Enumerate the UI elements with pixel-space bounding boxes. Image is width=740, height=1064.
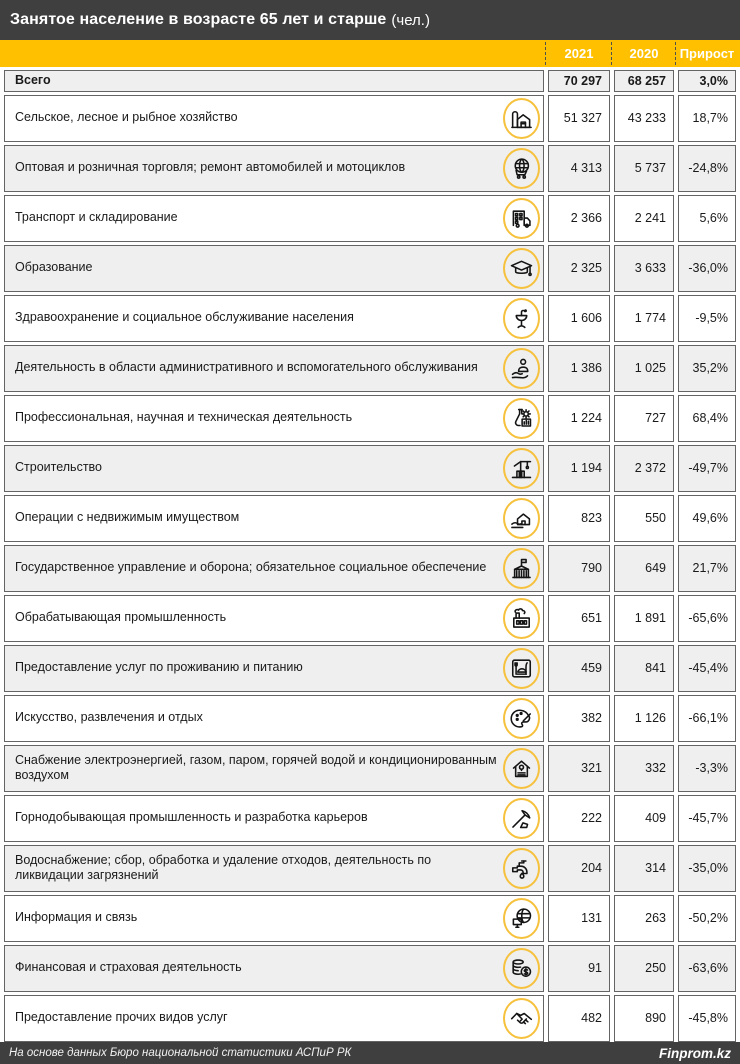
industry-label-cell: [4, 70, 544, 92]
value-2020: 43 233: [614, 95, 674, 142]
industry-label: Снабжение электроэнергией, газом, паром, горячей водой и кондиционированным воздухом: [15, 752, 497, 783]
value-2021: 823: [548, 495, 610, 542]
industry-row-3: [4, 195, 736, 242]
house-energy-icon: [509, 756, 534, 781]
finprom-logo: Finprom.kz: [658, 1045, 731, 1061]
growth-value: -66,1%: [678, 695, 736, 742]
farm-icon: [509, 106, 534, 131]
value-2020: 3 633: [614, 245, 674, 292]
industry-icon-ring: [503, 548, 540, 589]
growth-value: 5,6%: [678, 195, 736, 242]
industry-row-2: [4, 145, 736, 192]
industry-icon-ring: [503, 198, 540, 239]
industry-label-cell: [4, 395, 544, 442]
industry-label-cell: [4, 595, 544, 642]
industry-label-cell: [4, 845, 544, 892]
title-bar: [0, 0, 740, 40]
value-2020: 1 774: [614, 295, 674, 342]
water-faucet-icon: [509, 856, 534, 881]
industry-icon-ring: [503, 348, 540, 389]
value-2020: 250: [614, 945, 674, 992]
value-2021: 70 297: [548, 70, 610, 92]
industry-row-19: [4, 995, 736, 1042]
government-building-flag-icon: [509, 556, 534, 581]
growth-value: -45,8%: [678, 995, 736, 1042]
industry-row-4: [4, 245, 736, 292]
industry-label: Транспорт и складирование: [15, 210, 178, 225]
column-header-2021: 2021: [548, 40, 610, 67]
column-header-growth: Прирост: [678, 40, 736, 67]
industry-label: Предоставление услуг по проживанию и питанию: [15, 660, 303, 675]
industry-row-18: [4, 945, 736, 992]
total-row: [4, 70, 736, 92]
growth-value: -45,4%: [678, 645, 736, 692]
coins-dollar-icon: [509, 956, 534, 981]
value-2020: 5 737: [614, 145, 674, 192]
industry-label-cell: [4, 145, 544, 192]
growth-value: -50,2%: [678, 895, 736, 942]
industry-label-cell: [4, 545, 544, 592]
value-2021: 382: [548, 695, 610, 742]
value-2020: 2 372: [614, 445, 674, 492]
industry-label: Обрабатывающая промышленность: [15, 610, 227, 625]
growth-value: -35,0%: [678, 845, 736, 892]
industry-row-6: [4, 345, 736, 392]
industry-row-7: [4, 395, 736, 442]
industry-table: [4, 70, 736, 1039]
industry-icon-ring: [503, 898, 540, 939]
industry-label: Горнодобывающая промышленность и разработка карьеров: [15, 810, 368, 825]
industry-label: Сельское, лесное и рыбное хозяйство: [15, 110, 238, 125]
value-2020: 890: [614, 995, 674, 1042]
industry-label-cell: [4, 495, 544, 542]
growth-value: 35,2%: [678, 345, 736, 392]
value-2021: 1 606: [548, 295, 610, 342]
value-2021: 2 366: [548, 195, 610, 242]
value-2020: 68 257: [614, 70, 674, 92]
science-flask-gear-icon: [509, 406, 534, 431]
industry-label-cell: [4, 945, 544, 992]
growth-value: -63,6%: [678, 945, 736, 992]
industry-label-cell: [4, 195, 544, 242]
growth-value: -65,6%: [678, 595, 736, 642]
growth-value: -9,5%: [678, 295, 736, 342]
value-2021: 1 224: [548, 395, 610, 442]
page-title-unit: (чел.): [391, 11, 430, 29]
industry-label: Профессиональная, научная и техническая деятельность: [15, 410, 353, 425]
industry-label: Государственное управление и оборона; обязательное социальное обеспечение: [15, 560, 487, 575]
value-2021: 459: [548, 645, 610, 692]
value-2021: 131: [548, 895, 610, 942]
growth-value: 18,7%: [678, 95, 736, 142]
construction-crane-icon: [509, 456, 534, 481]
value-2020: 1 025: [614, 345, 674, 392]
industry-icon-ring: [503, 948, 540, 989]
industry-row-5: [4, 295, 736, 342]
industry-label: Финансовая и страховая деятельность: [15, 960, 242, 975]
value-2021: 51 327: [548, 95, 610, 142]
industry-row-12: [4, 645, 736, 692]
industry-icon-ring: [503, 998, 540, 1039]
value-2020: 2 241: [614, 195, 674, 242]
industry-label: Операции с недвижимым имуществом: [15, 510, 240, 525]
industry-icon-ring: [503, 398, 540, 439]
growth-value: 3,0%: [678, 70, 736, 92]
data-source-note: На основе данных Бюро национальной статистики АСПиР РК: [9, 1047, 352, 1059]
industry-label: Всего: [15, 73, 51, 87]
industry-row-10: [4, 545, 736, 592]
industry-label-cell: [4, 445, 544, 492]
trade-globe-cart-icon: [509, 156, 534, 181]
industry-icon-ring: [503, 98, 540, 139]
globe-monitor-icon: [509, 906, 534, 931]
value-2020: 1 891: [614, 595, 674, 642]
growth-value: 68,4%: [678, 395, 736, 442]
industry-label-cell: [4, 695, 544, 742]
industry-label-cell: [4, 795, 544, 842]
industry-row-8: [4, 445, 736, 492]
warehouse-truck-icon: [509, 206, 534, 231]
industry-label-cell: [4, 345, 544, 392]
value-2020: 332: [614, 745, 674, 792]
value-2021: 204: [548, 845, 610, 892]
value-2021: 4 313: [548, 145, 610, 192]
value-2021: 482: [548, 995, 610, 1042]
industry-icon-ring: [503, 598, 540, 639]
industry-label: Информация и связь: [15, 910, 138, 925]
industry-row-13: [4, 695, 736, 742]
value-2021: 651: [548, 595, 610, 642]
growth-value: 21,7%: [678, 545, 736, 592]
handshake-icon: [509, 1006, 534, 1031]
industry-label-cell: [4, 895, 544, 942]
value-2020: 727: [614, 395, 674, 442]
industry-label: Водоснабжение; сбор, обработка и удаление отходов, деятельность по ликвидации загрязнений: [15, 852, 432, 883]
industry-icon-ring: [503, 698, 540, 739]
factory-smoke-icon: [509, 606, 534, 631]
industry-icon-ring: [503, 798, 540, 839]
growth-value: 49,6%: [678, 495, 736, 542]
industry-label: Строительство: [15, 460, 102, 475]
value-2021: 222: [548, 795, 610, 842]
column-header-2020: 2020: [614, 40, 674, 67]
food-service-icon: [509, 656, 534, 681]
value-2020: 649: [614, 545, 674, 592]
growth-value: -45,7%: [678, 795, 736, 842]
industry-label: Оптовая и розничная торговля; ремонт автомобилей и мотоциклов: [15, 160, 406, 175]
value-2020: 841: [614, 645, 674, 692]
value-2021: 2 325: [548, 245, 610, 292]
value-2020: 550: [614, 495, 674, 542]
value-2020: 314: [614, 845, 674, 892]
page-title: Занятое население в возрасте 65 лет и старше: [10, 11, 387, 28]
industry-label: Деятельность в области административного и вспомогательного обслуживания: [15, 360, 478, 375]
industry-label-cell: [4, 245, 544, 292]
industry-label: Искусство, развлечения и отдых: [15, 710, 203, 725]
industry-label: Образование: [15, 260, 93, 275]
industry-icon-ring: [503, 848, 540, 889]
column-header-band: [0, 40, 740, 67]
industry-row-11: [4, 595, 736, 642]
industry-row-1: [4, 95, 736, 142]
industry-label-cell: [4, 995, 544, 1042]
industry-icon-ring: [503, 748, 540, 789]
industry-icon-ring: [503, 148, 540, 189]
house-in-hand-icon: [509, 506, 534, 531]
industry-row-9: [4, 495, 736, 542]
person-in-hand-icon: [509, 356, 534, 381]
column-header-spacer: [4, 40, 544, 67]
industry-label: Предоставление прочих видов услуг: [15, 1010, 228, 1025]
value-2021: 91: [548, 945, 610, 992]
value-2021: 790: [548, 545, 610, 592]
footer-bar: [0, 1042, 740, 1064]
palette-brush-icon: [509, 706, 534, 731]
industry-row-17: [4, 895, 736, 942]
industry-icon-ring: [503, 648, 540, 689]
industry-icon-ring: [503, 298, 540, 339]
industry-label: Здравоохранение и социальное обслуживание населения: [15, 310, 354, 325]
industry-icon-ring: [503, 498, 540, 539]
industry-label-cell: [4, 645, 544, 692]
medicine-bowl-snake-icon: [509, 306, 534, 331]
graduation-cap-icon: [509, 256, 534, 281]
industry-icon-ring: [503, 448, 540, 489]
growth-value: -24,8%: [678, 145, 736, 192]
growth-value: -36,0%: [678, 245, 736, 292]
industry-icon-ring: [503, 248, 540, 289]
mining-pickaxe-icon: [509, 806, 534, 831]
industry-row-15: [4, 795, 736, 842]
industry-label-cell: [4, 295, 544, 342]
industry-row-16: [4, 845, 736, 892]
value-2020: 1 126: [614, 695, 674, 742]
value-2021: 321: [548, 745, 610, 792]
growth-value: -3,3%: [678, 745, 736, 792]
industry-label-cell: [4, 745, 544, 792]
industry-row-14: [4, 745, 736, 792]
value-2020: 263: [614, 895, 674, 942]
value-2020: 409: [614, 795, 674, 842]
growth-value: -49,7%: [678, 445, 736, 492]
value-2021: 1 194: [548, 445, 610, 492]
value-2021: 1 386: [548, 345, 610, 392]
industry-label-cell: [4, 95, 544, 142]
